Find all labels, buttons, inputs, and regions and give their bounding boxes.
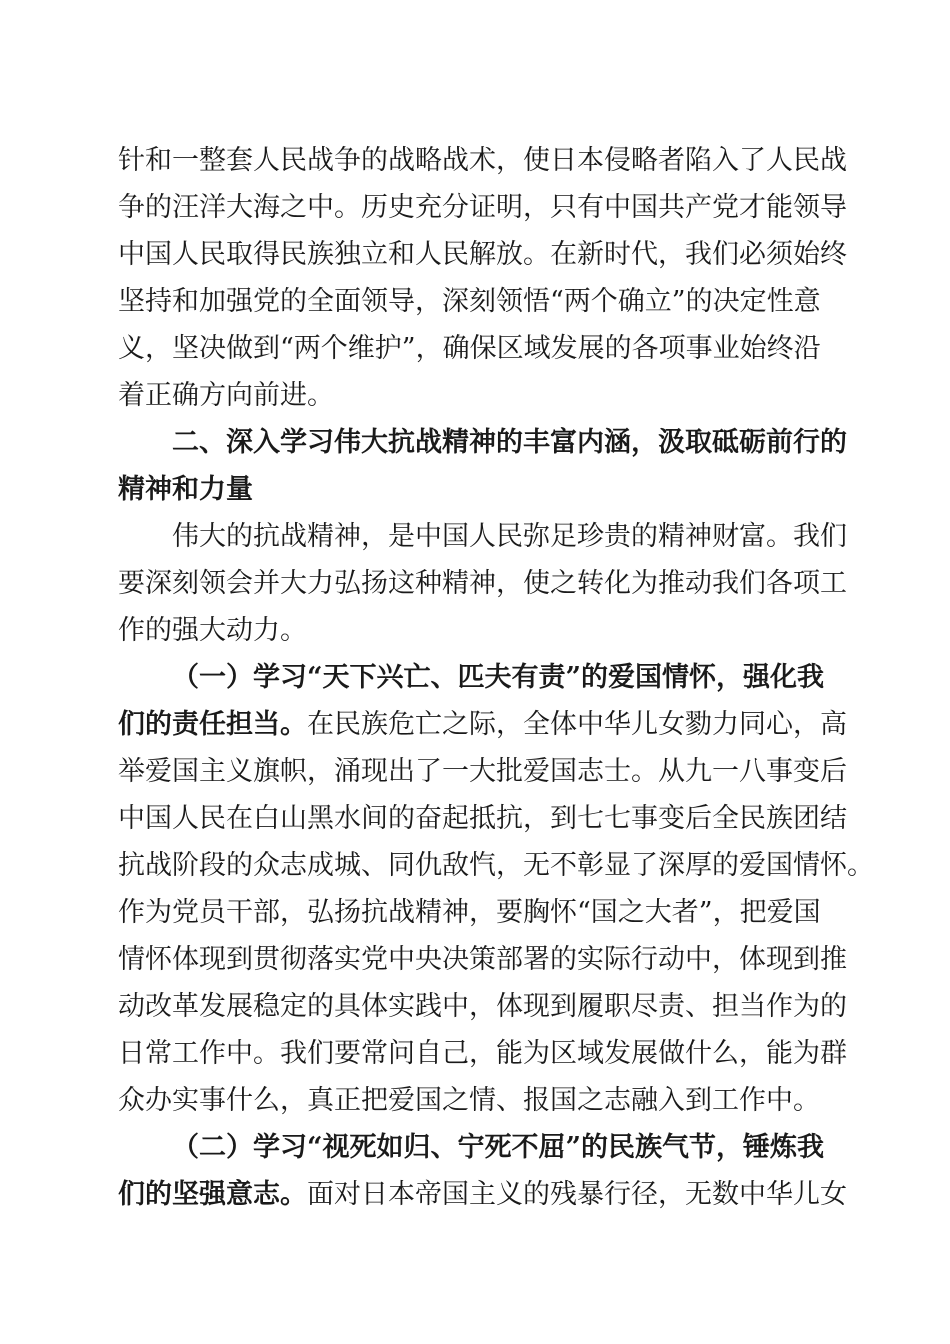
text-line: 抗战阶段的众志成城、同仇敌忾，无不彰显了深厚的爱国情怀。	[118, 850, 874, 881]
text-line: 坚持和加强党的全面领导，深刻领悟“两个确立”的决定性意	[118, 286, 821, 317]
text-line: 针和一整套人民战争的战略战术，使日本侵略者陷入了人民战	[118, 145, 847, 176]
subsection-heading: （一）学习“天下兴亡、匹夫有责”的爱国情怀，强化我	[172, 662, 825, 693]
text-line: 争的汪洋大海之中。历史充分证明，只有中国共产党才能领导	[118, 192, 847, 223]
subsection-heading-end: 们的坚强意志。	[118, 1179, 307, 1210]
text-line: 中国人民取得民族独立和人民解放。在新时代，我们必须始终	[118, 239, 847, 270]
text-line: 举爱国主义旗帜，涌现出了一大批爱国志士。从九一八事变后	[118, 756, 847, 787]
subsection-text: 面对日本帝国主义的残暴行径，无数中华儿女	[307, 1179, 847, 1210]
text-line: 作为党员干部，弘扬抗战精神，要胸怀“国之大者”，把爱国	[118, 897, 821, 928]
text-line: 义，坚决做到“两个维护”，确保区域发展的各项事业始终沿	[118, 333, 821, 364]
text-line: 动改革发展稳定的具体实践中，体现到履职尽责、担当作为的	[118, 991, 847, 1022]
subsection-text: 在民族危亡之际，全体中华儿女勠力同心，高	[307, 709, 847, 740]
text-line: 着正确方向前进。	[118, 380, 334, 411]
text-line: 情怀体现到贯彻落实党中央决策部署的实际行动中，体现到推	[118, 944, 847, 975]
text-line: 日常工作中。我们要常问自己，能为区域发展做什么，能为群	[118, 1038, 847, 1069]
text-line	[118, 1178, 847, 1212]
text-line: 伟大的抗战精神，是中国人民弥足珍贵的精神财富。我们	[172, 521, 847, 552]
text-line: 中国人民在白山黑水间的奋起抵抗，到七七事变后全民族团结	[118, 803, 847, 834]
text-line: 众办实事什么，真正把爱国之情、报国之志融入到工作中。	[118, 1085, 820, 1116]
subsection-heading-end: 们的责任担当。	[118, 709, 307, 740]
text-line	[118, 708, 847, 742]
subsection-heading: （二）学习“视死如归、宁死不屈”的民族气节，锤炼我	[172, 1132, 825, 1163]
text-line: 要深刻领会并大力弘扬这种精神，使之转化为推动我们各项工	[118, 568, 847, 599]
text-line: 作的强大动力。	[118, 615, 307, 646]
section-heading: 二、深入学习伟大抗战精神的丰富内涵，汲取砥砺前行的	[172, 427, 847, 458]
section-heading: 精神和力量	[118, 474, 253, 505]
